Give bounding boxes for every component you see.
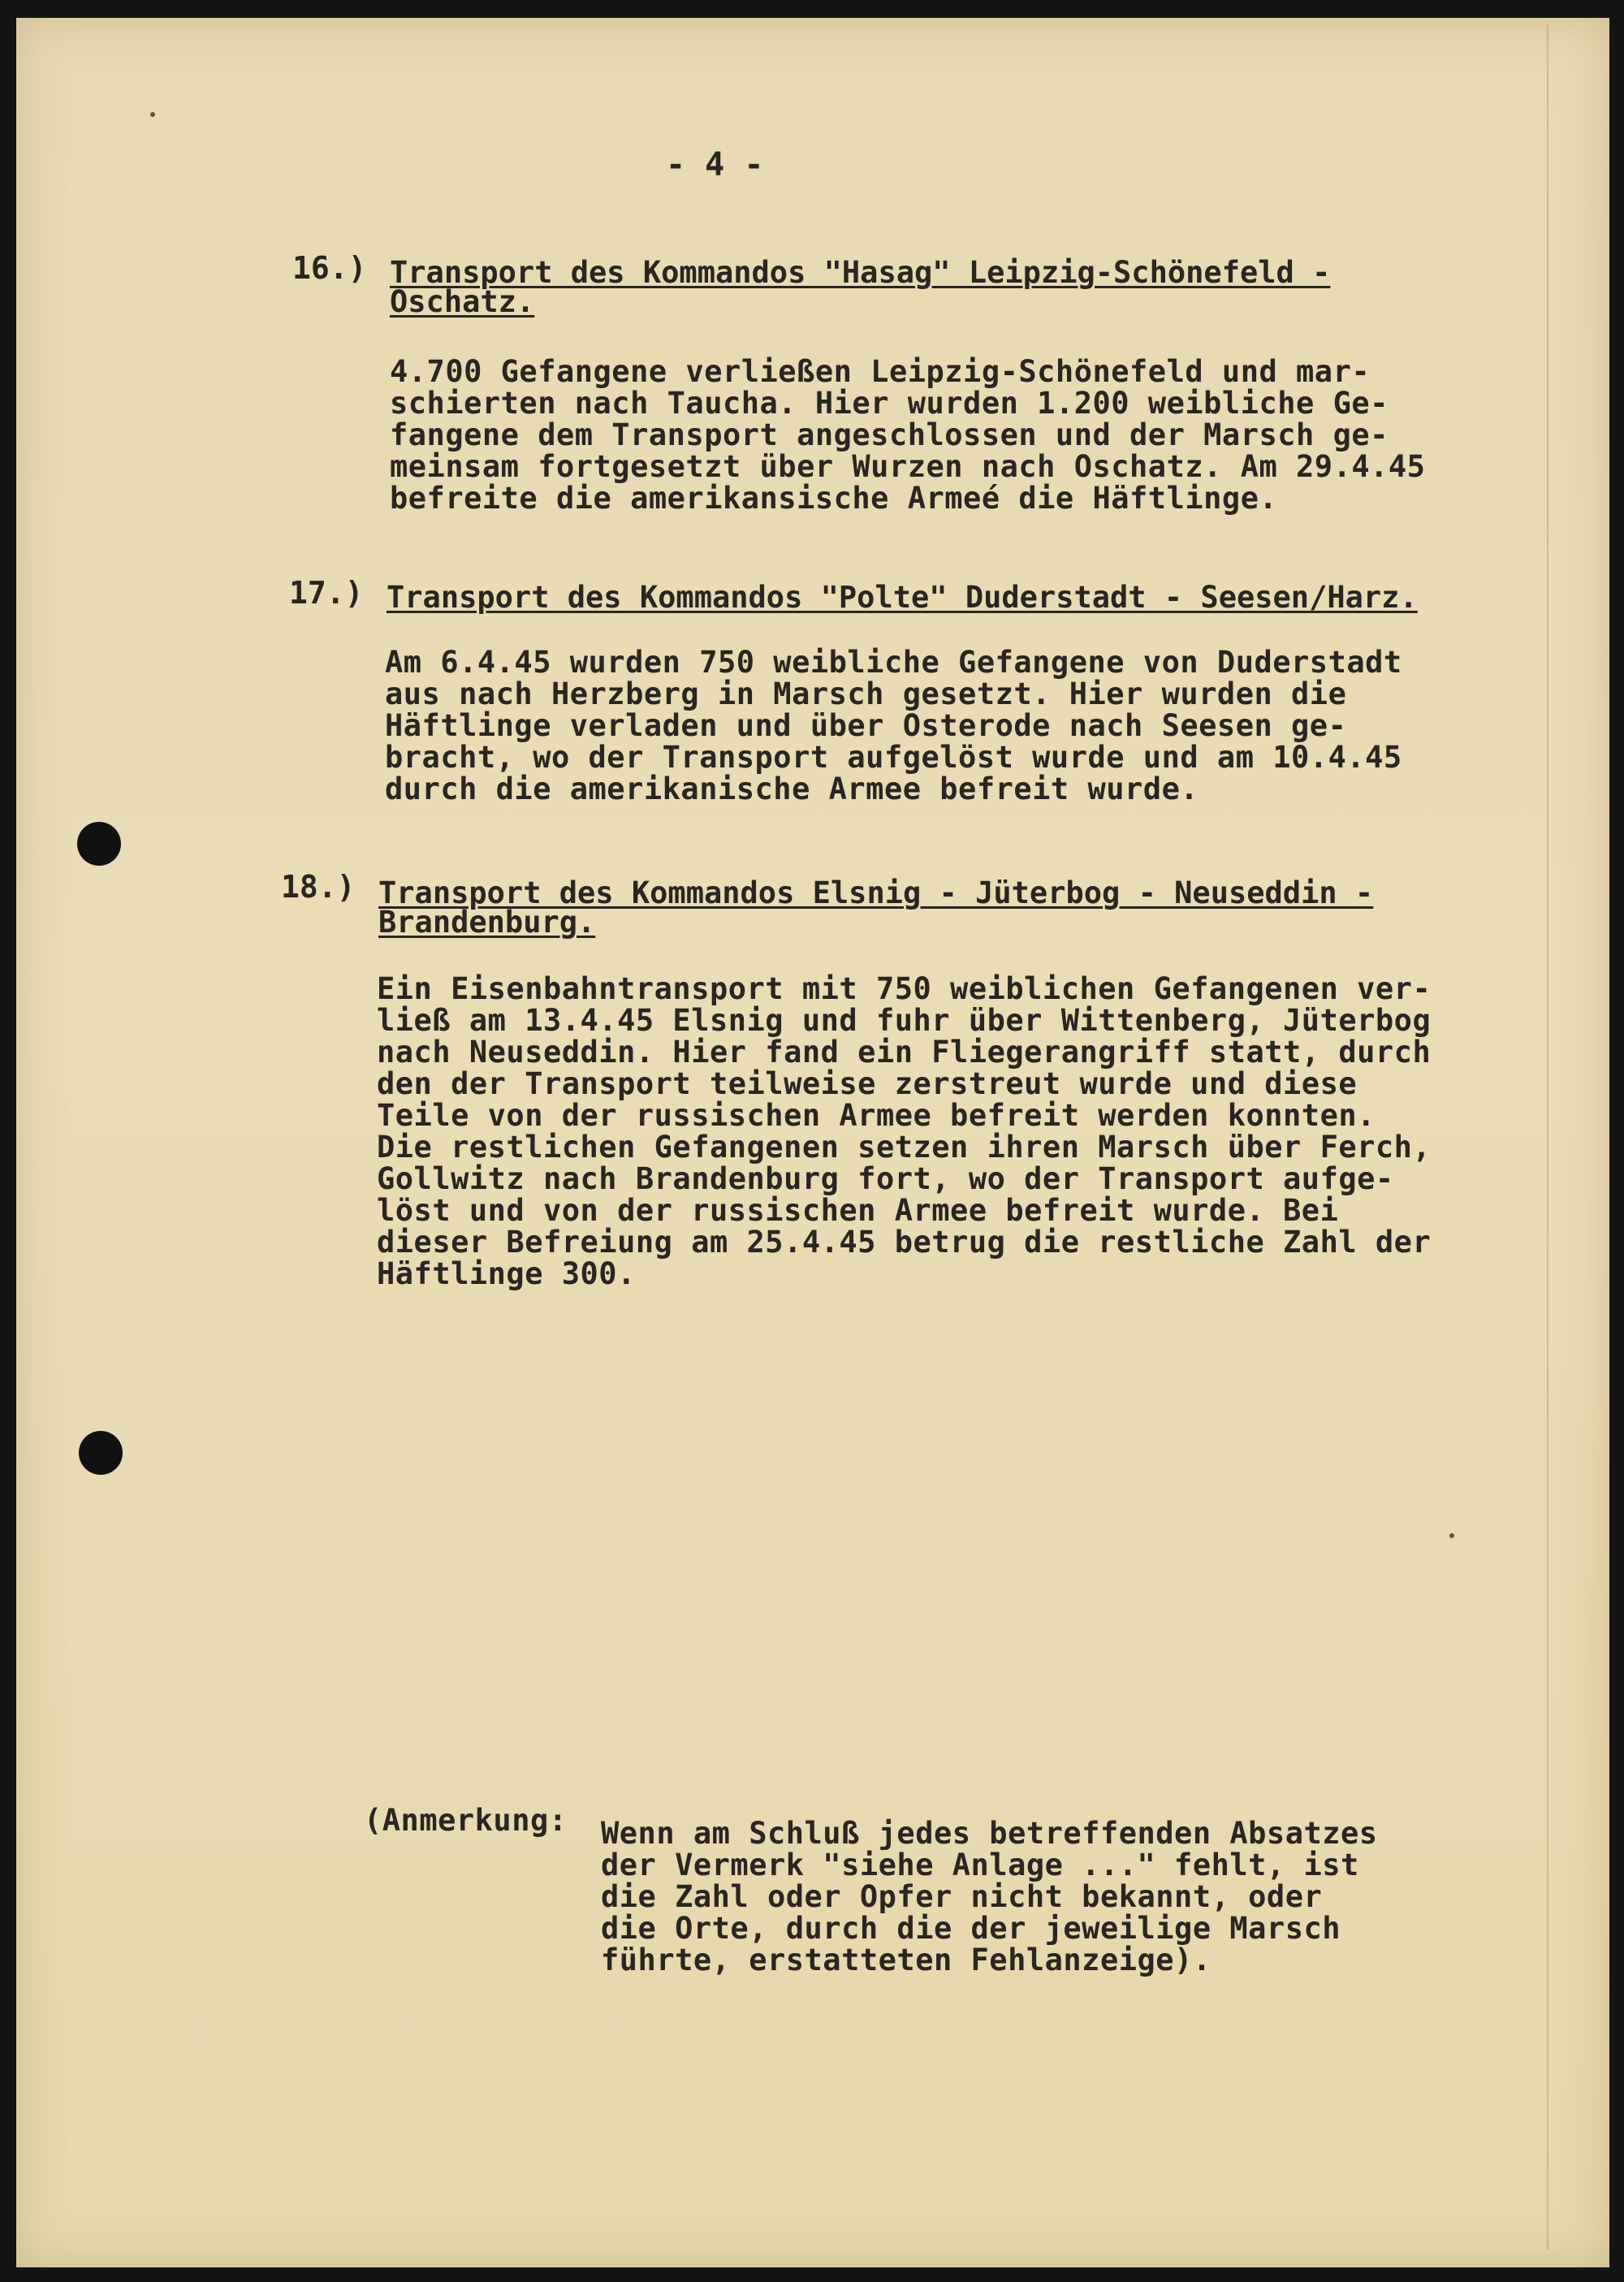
section-18-title-line-2: Brandenburg. [378,905,596,940]
section-16-title-line-2: Oschatz. [390,284,535,319]
section-16-body-line-4: meinsam fortgesetzt über Wurzen nach Oschatz. Am 29.4.45 [390,449,1426,484]
page-edge-line [1547,24,1548,2250]
section-17-body-line-2: aus nach Herzberg in Marsch gesetzt. Hier wurden die [385,676,1347,711]
punch-hole-top [77,822,121,866]
note-line-5: führte, erstatteten Fehlanzeige). [601,1943,1212,1977]
note-line-2: der Vermerk "siehe Anlage ..." fehlt, ist [601,1848,1359,1882]
note-label: (Anmerkung: [364,1803,568,1838]
punch-hole-bottom [79,1431,123,1475]
section-16-body-line-2: schierten nach Taucha. Hier wurden 1.200 weibliche Ge- [390,386,1389,421]
section-18-number: 18.) [281,869,356,905]
section-18-body-line-3: nach Neuseddin. Hier fand ein Fliegerangriff statt, durch [377,1035,1432,1070]
section-18-body-line-9: dieser Befreiung am 25.4.45 betrug die restliche Zahl der [377,1225,1432,1260]
page-number: - 4 - [666,146,764,184]
section-17-body-line-4: bracht, wo der Transport aufgelöst wurde und am 10.4.45 [385,740,1402,775]
section-18-body-line-6: Die restlichen Gefangenen setzen ihren Marsch über Ferch, [377,1130,1432,1165]
note-line-3: die Zahl oder Opfer nicht bekannt, oder [601,1879,1323,1914]
paper-speck [150,112,155,117]
section-18-body-line-4: den der Transport teilweise zerstreut wurde und diese [377,1066,1358,1101]
note-line-4: die Orte, durch die der jeweilige Marsch [601,1911,1341,1946]
section-18-body-line-10: Häftlinge 300. [377,1256,636,1291]
section-18-body-line-2: ließ am 13.4.45 Elsnig und fuhr über Wittenberg, Jüterbog [377,1003,1432,1038]
section-16-body-line-3: fangene dem Transport angeschlossen und der Marsch ge- [390,417,1389,452]
section-17-body-line-5: durch die amerikanische Armee befreit wurde. [385,771,1199,806]
section-16-body-line-5: befreite die amerikansische Armeé die Häftlinge. [390,481,1278,516]
section-16-number: 16.) [292,250,367,286]
paper-speck [1449,1533,1454,1538]
section-16-title-line-1: Transport des Kommandos "Hasag" Leipzig-Schönefeld - [390,255,1331,290]
section-16-body-line-1: 4.700 Gefangene verließen Leipzig-Schönefeld und mar- [390,354,1371,389]
section-17-body-line-3: Häftlinge verladen und über Osterode nach Seesen ge- [385,708,1347,743]
section-18-title-line-1: Transport des Kommandos Elsnig - Jüterbog - Neuseddin - [378,875,1374,910]
section-18-body-line-1: Ein Eisenbahntransport mit 750 weiblichen Gefangenen ver- [377,971,1432,1006]
section-17-body-line-1: Am 6.4.45 wurden 750 weibliche Gefangene von Duderstadt [385,645,1402,680]
section-17-title-line-1: Transport des Kommandos "Polte" Duderstadt - Seesen/Harz. [387,580,1418,615]
note-line-1: Wenn am Schluß jedes betreffenden Absatzes [601,1816,1378,1851]
section-17-number: 17.) [289,575,364,611]
section-18-body-line-7: Gollwitz nach Brandenburg fort, wo der Transport aufge- [377,1161,1394,1196]
section-18-body-line-5: Teile von der russischen Armee befreit werden konnten. [377,1098,1376,1133]
section-18-body-line-8: löst und von der russischen Armee befreit wurde. Bei [377,1193,1339,1228]
